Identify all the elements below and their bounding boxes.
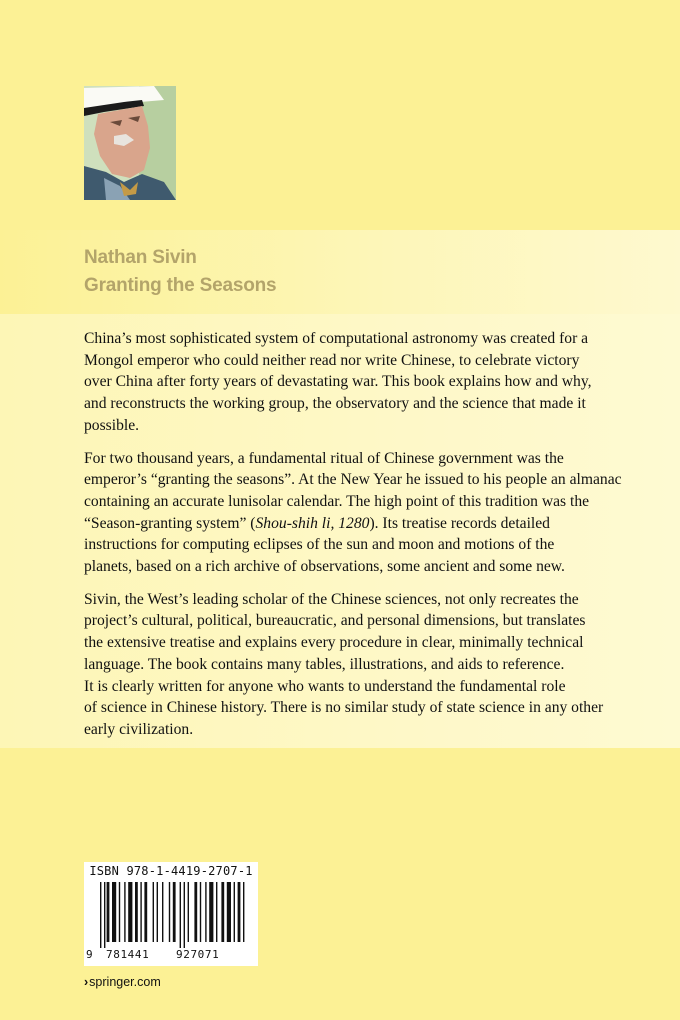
blurb-paragraph-2 — [84, 448, 622, 578]
blurb-line: the extensive treatise and explains every procedure in clear, minimally technical — [84, 634, 584, 652]
author-photo — [84, 86, 176, 200]
blurb-line: emperor’s “granting the seasons”. At the New Year he issued to his people an almanac — [84, 471, 622, 489]
author-name: Nathan Sivin — [84, 247, 197, 268]
isbn-label: ISBN 978-1-4419-2707-1 — [89, 864, 253, 878]
blurb-line: instructions for computing eclipses of the sun and moon and motions of the — [84, 536, 555, 554]
blurb-paragraph-3 — [84, 589, 604, 741]
system-name-italic: Shou-shih li, 1280 — [255, 514, 370, 532]
chevron-right-icon: › — [84, 975, 89, 989]
blurb-line: over China after forty years of devastating war. This book explains how and why, — [84, 373, 592, 391]
blurb-line — [84, 513, 604, 535]
blurb-line: China’s most sophisticated system of computational astronomy was created for a — [84, 330, 589, 347]
blurb-line: containing an accurate lunisolar calendar. The high point of this tradition was the — [84, 492, 590, 510]
blurb-text: ). Its treatise records detailed — [369, 514, 550, 532]
blurb-paragraph-1 — [84, 328, 604, 437]
blurb-line: language. The book contains many tables, illustrations, and aids to reference. — [84, 655, 565, 673]
blurb-line: Sivin, the West’s leading scholar of the Chinese sciences, not only recreates the — [84, 590, 579, 608]
blurb-line: It is clearly written for anyone who wants to understand the fundamental role — [84, 677, 566, 695]
title-band — [0, 230, 680, 314]
publisher-link[interactable] — [84, 975, 161, 989]
blurb-line: Mongol emperor who could neither read nor write Chinese, to celebrate victory — [84, 351, 580, 369]
blurb-line: planets, based on a rich archive of observations, some ancient and some new. — [84, 558, 565, 576]
blurb-text: “Season-granting system” ( — [84, 514, 256, 532]
ean-digits-right: 927071 — [176, 948, 220, 961]
publisher-url: springer.com — [89, 975, 161, 989]
ean-digit-lead: 9 — [86, 948, 94, 961]
isbn-barcode — [84, 862, 258, 966]
blurb-line: possible. — [84, 416, 140, 434]
back-cover-blurb — [84, 328, 622, 752]
blurb-line: and reconstructs the working group, the observatory and the science that made it — [84, 395, 586, 413]
blurb-line: of science in Chinese history. There is no similar study of state science in any other — [84, 699, 604, 717]
blurb-line: early civilization. — [84, 720, 194, 738]
book-title: Granting the Seasons — [84, 275, 277, 296]
blurb-line: For two thousand years, a fundamental ritual of Chinese government was the — [84, 449, 564, 467]
barcode-bars — [96, 882, 246, 948]
blurb-line: project’s cultural, political, bureaucratic, and personal dimensions, but translates — [84, 612, 586, 630]
ean-digits-left: 781441 — [106, 948, 150, 961]
